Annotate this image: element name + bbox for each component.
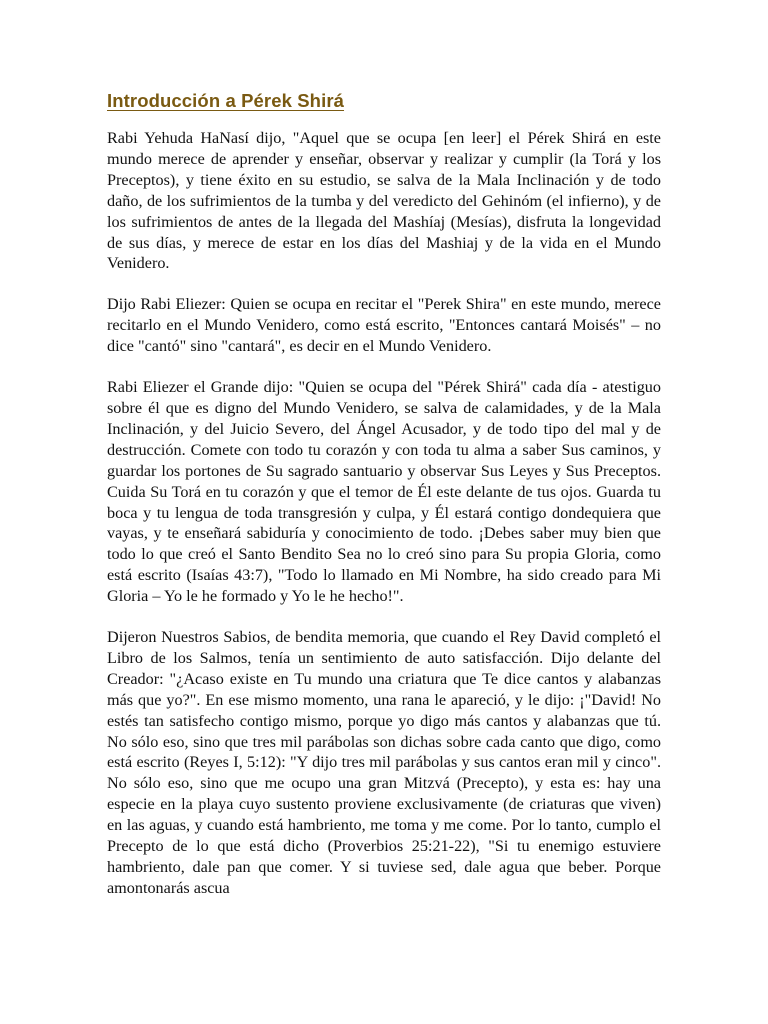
paragraph-1: Rabi Yehuda HaNasí dijo, "Aquel que se ocupa [en leer] el Pérek Shirá en este mundo merece de aprender y enseñar, observar y realizar y cumplir (la Torá y los Preceptos), y tiene éxito en su estudio, se salva de la Mala Inclinación y de todo daño, de los sufrimientos de la tumba y del veredicto del Gehinóm (el infierno), y de los sufrimientos de antes de la llegada del Mashíaj (Mesías), disfruta la longevidad de sus días, y merece de estar en los días del Mashiaj y de la vida en el Mundo Venidero. [107,129,661,273]
paragraph-4: Dijeron Nuestros Sabios, de bendita memoria, que cuando el Rey David completó el Libro de los Salmos, tenía un sentimiento de auto satisfacción. Dijo delante del Creador: "¿Acaso existe en Tu mundo una criatura que Te dice cantos y alabanzas más que yo?". En ese mismo momento, una rana le apareció, y le dijo: ¡"David! No estés tan satisfecho contigo mismo, porque yo digo más cantos y alabanzas que tú. No sólo eso, sino que tres mil parábolas son dichas sobre cada canto que digo, como está escrito (Reyes I, 5:12): "Y dijo tres mil parábolas y sus cantos eran mil y cinco". No sólo eso, sino que me ocupo una gran Mitzvá (Precepto), y esta es: hay una especie en la playa cuyo sustento proviene exclusivamente (de criaturas que viven) en las aguas, y cuando está hambriento, me toma y me come. Por lo tanto, cumplo el Precepto de lo que está dicho (Proverbios 25:21-22), "Si tu enemigo estuviere hambriento, dale pan que comer. Y si tuviese sed, dale agua que beber. Porque amontonarás ascua [107,628,661,897]
document-title: Introducción a Pérek Shirá [107,90,345,111]
paragraph-2: Dijo Rabi Eliezer: Quien se ocupa en recitar el "Perek Shira" en este mundo, merece recitarlo en el Mundo Venidero, como está escrito, "Entonces cantará Moisés" – no dice "cantó" sino "cantará", es decir en el Mundo Venidero. [107,295,661,356]
paragraph-3: Rabi Eliezer el Grande dijo: "Quien se ocupa del "Pérek Shirá" cada día - atestiguo sobre él que es digno del Mundo Venidero, se salva de calamidades, y de la Mala Inclinación, y del Juicio Severo, del Ángel Acusador, y de todo tipo del mal y de destrucción. Comete con todo tu corazón y con toda tu alma a saber Sus caminos, y guardar los portones de Su sagrado santuario y observar Sus Leyes y Sus Preceptos. Cuida Su Torá en tu corazón y que el temor de Él este delante de tus ojos. Guarda tu boca y tu lengua de toda transgresión y culpa, y Él estará contigo dondequiera que vayas, y te enseñará sabiduría y conocimiento de todo. ¡Debes saber muy bien que todo lo que creó el Santo Bendito Sea no lo creó sino para Su propia Gloria, como está escrito (Isaías 43:7), "Todo lo llamado en Mi Nombre, ha sido creado para Mi Gloria – Yo le he formado y Yo le he hecho!". [107,378,661,606]
document-page [107,88,661,919]
